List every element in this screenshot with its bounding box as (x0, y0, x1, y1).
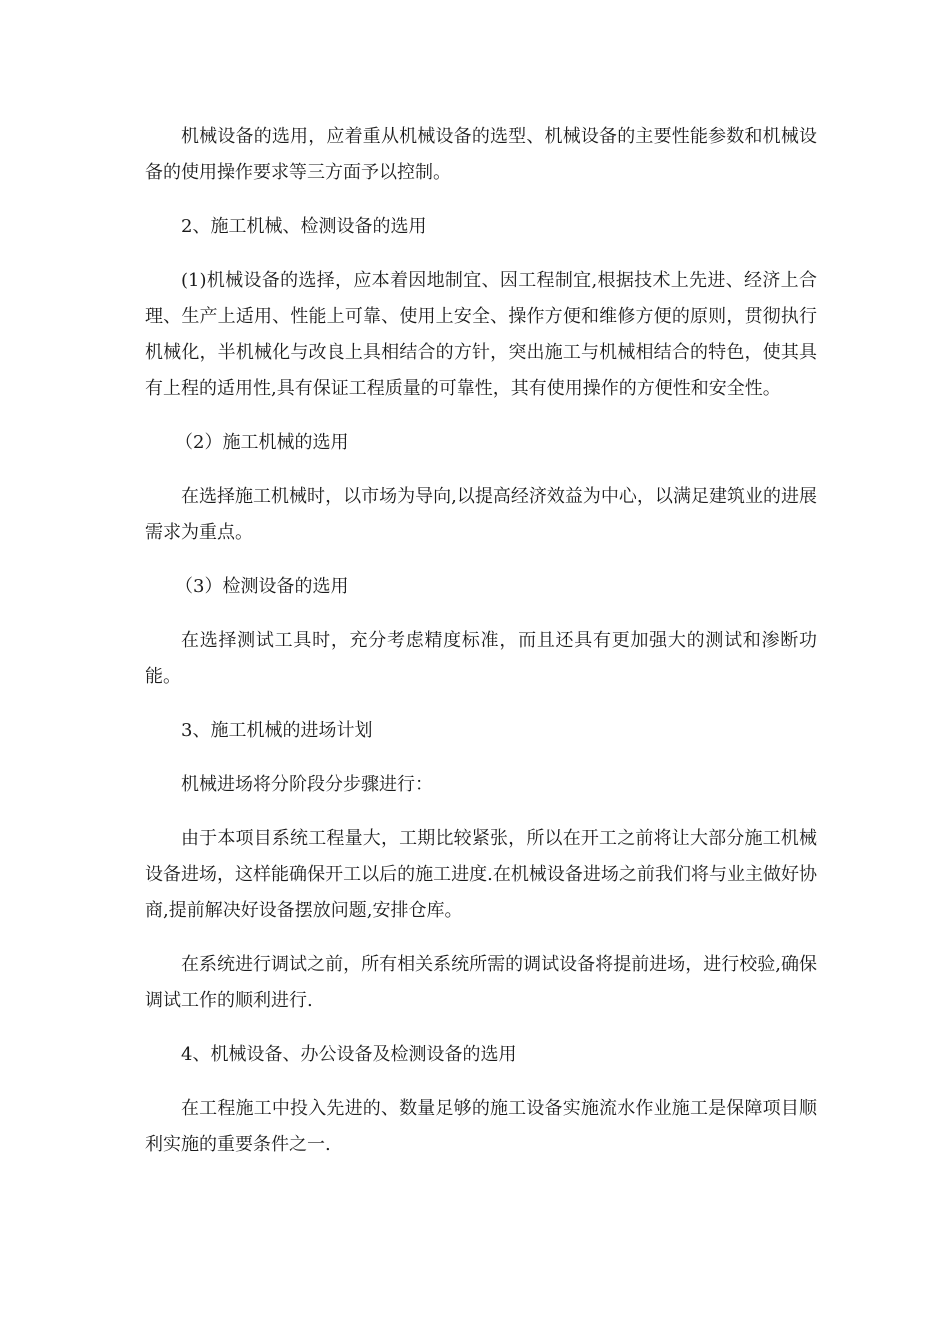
document-body (145, 119, 817, 1181)
section-heading-2: 2、施工机械、检测设备的选用 (181, 216, 427, 237)
subheading-construction-machinery: （2）施工机械的选用 (175, 432, 349, 453)
paragraph-equipment-selection-intro: 机械设备的选用，应着重从机械设备的选型、机械设备的主要性能参数和机械设备的使用操作要求等三方面予以控制。 (145, 126, 817, 183)
subheading-testing-equipment: （3）检测设备的选用 (175, 576, 349, 597)
paragraph-entry-phased: 机械进场将分阶段分步骤进行： (181, 774, 433, 795)
paragraph-advanced-equipment: 在工程施工中投入先进的、数量足够的施工设备实施流水作业施工是保障项目顺利实施的重要条件之一. (145, 1098, 817, 1155)
paragraph-construction-machinery: 在选择施工机械时，以市场为导向,以提高经济效益为中心，以满足建筑业的进展需求为重点。 (145, 486, 817, 543)
paragraph-entry-before-debugging: 在系统进行调试之前，所有相关系统所需的调试设备将提前进场，进行校验,确保调试工作的顺利进行. (145, 954, 817, 1011)
section-heading-3: 3、施工机械的进场计划 (181, 720, 373, 741)
paragraph-entry-before-start: 由于本项目系统工程量大，工期比较紧张，所以在开工之前将让大部分施工机械设备进场，这样能确保开工以后的施工进度.在机械设备进场之前我们将与业主做好协商,提前解决好设备摆放问题,安排仓库。 (145, 828, 817, 921)
section-heading-4: 4、机械设备、办公设备及检测设备的选用 (181, 1044, 517, 1065)
paragraph-testing-equipment: 在选择测试工具时，充分考虑精度标准，而且还具有更加强大的测试和渗断功能。 (145, 630, 817, 687)
paragraph-equipment-selection-principles: (1)机械设备的选择，应本着因地制宜、因工程制宜,根据技术上先进、经济上合理、生产上适用、性能上可靠、使用上安全、操作方便和维修方便的原则，贯彻执行机械化，半机械化与改良上具相结合的方针，突出施工与机械相结合的特色，使其具有上程的适用性,具有保证工程质量的可靠性，其有使用操作的方便性和安全性。 (145, 270, 817, 399)
